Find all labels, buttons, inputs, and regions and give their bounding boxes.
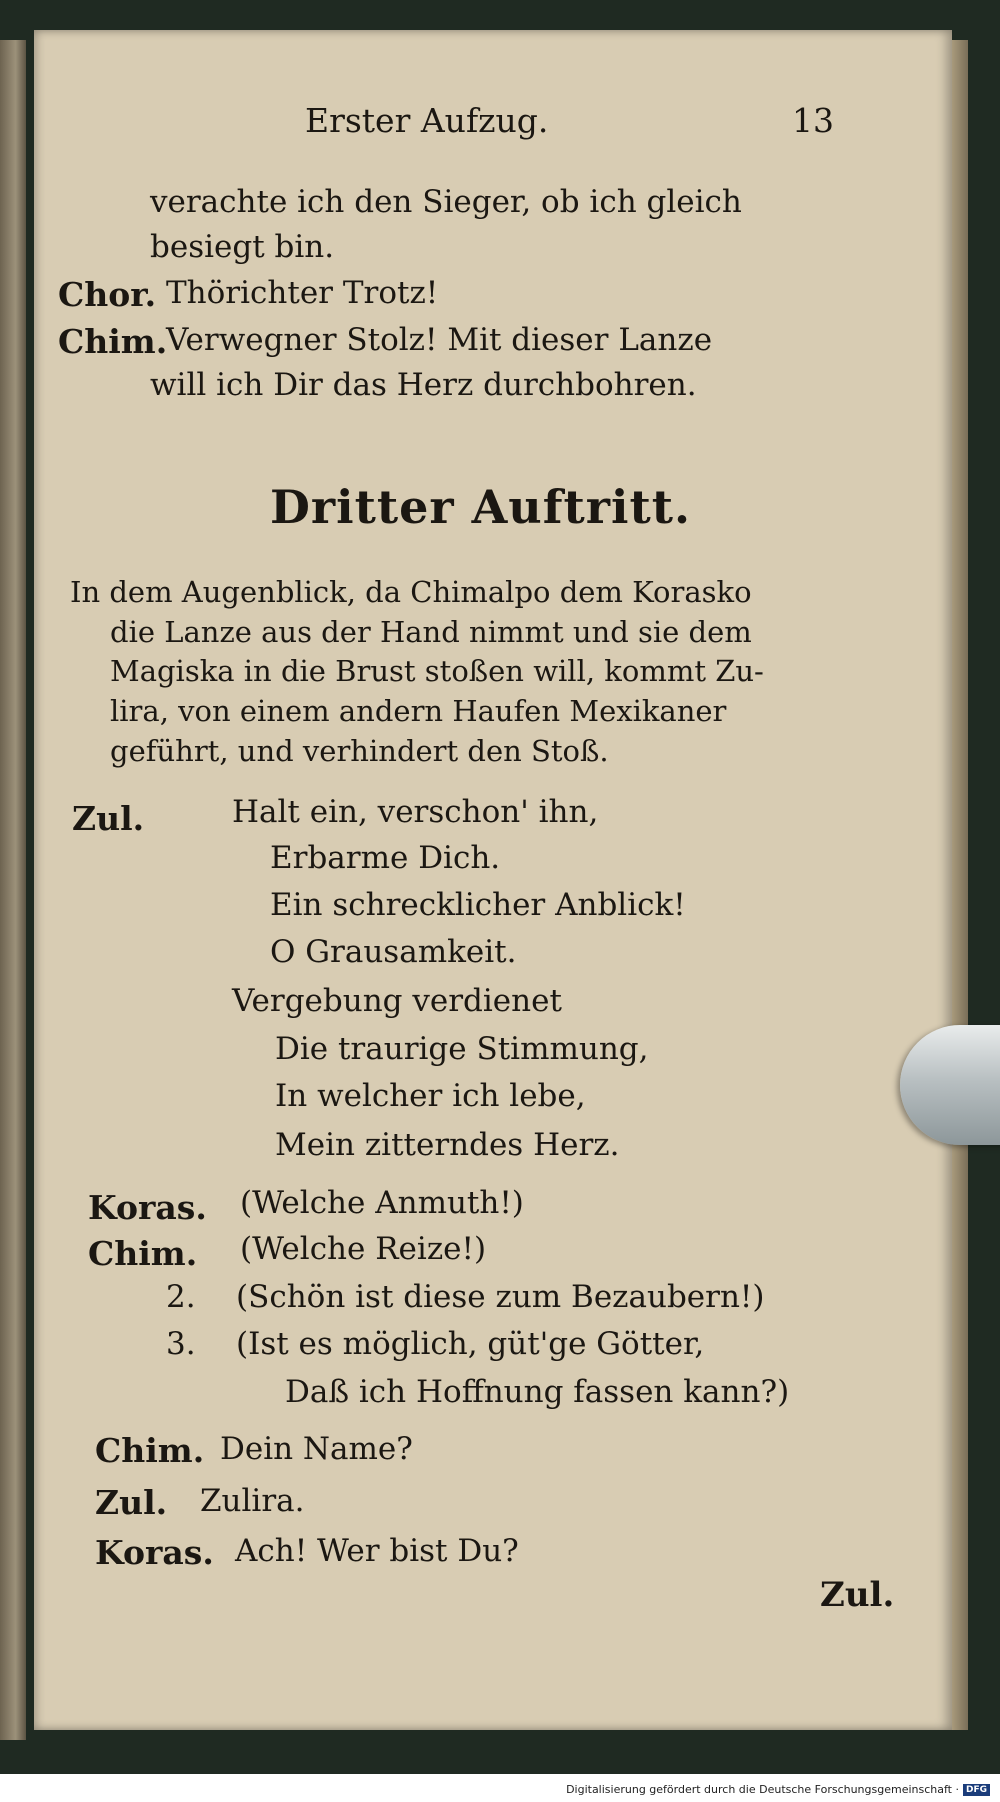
dialogue-line: Zulira. — [200, 1483, 305, 1519]
scene-title: Dritter Auftritt. — [270, 480, 692, 534]
stage-direction-line: Magiska in die Brust stoßen will, kommt Zu- — [110, 654, 764, 688]
credit-text: Digitalisierung gefördert durch die Deutsche Forschungsgemeinschaft · — [566, 1783, 959, 1796]
stage-direction-line: In dem Augenblick, da Chimalpo dem Korasko — [70, 575, 752, 609]
aside-line: Daß ich Hoffnung fassen kann?) — [285, 1374, 790, 1410]
stage-direction-line: die Lanze aus der Hand nimmt und sie dem — [110, 615, 752, 649]
aside-number: 2. — [166, 1279, 196, 1315]
verse-line: O Grausamkeit. — [270, 934, 517, 970]
footer-bar — [0, 1774, 1000, 1802]
verse-line: Erbarme Dich. — [270, 840, 501, 876]
digitization-credit — [566, 1783, 990, 1796]
aside-line: (Ist es möglich, güt'ge Götter, — [236, 1326, 705, 1362]
text-line: will ich Dir das Herz durchbohren. — [150, 367, 697, 403]
verse-line: Mein zitterndes Herz. — [275, 1127, 620, 1163]
aside-line: (Welche Anmuth!) — [240, 1185, 524, 1221]
running-header: Erster Aufzug. — [305, 101, 549, 140]
speaker-name: Zul. — [72, 799, 145, 838]
text-line: Thörichter Trotz! — [166, 275, 439, 311]
dialogue-line: Dein Name? — [220, 1431, 413, 1467]
dialogue-line: Ach! Wer bist Du? — [235, 1533, 519, 1569]
verse-line: Die traurige Stimmung, — [275, 1031, 649, 1067]
verse-line: In welcher ich lebe, — [275, 1078, 586, 1114]
verse-line: Halt ein, verschon' ihn, — [232, 794, 599, 830]
speaker-name: Chor. — [58, 275, 157, 314]
verse-line: Ein schrecklicher Anblick! — [270, 887, 686, 923]
aside-line: (Welche Reize!) — [240, 1231, 487, 1267]
book-page-edge — [952, 40, 968, 1730]
aside-number: 3. — [166, 1326, 196, 1362]
speaker-name: Koras. — [95, 1533, 214, 1572]
speaker-name: Chim. — [88, 1234, 198, 1273]
dfg-logo: DFG — [963, 1784, 990, 1796]
page-number: 13 — [792, 101, 834, 140]
speaker-name: Chim. — [95, 1431, 205, 1470]
catchword: Zul. — [820, 1575, 895, 1615]
text-line: Verwegner Stolz! Mit dieser Lanze — [166, 322, 713, 358]
stage-direction-line: lira, von einem andern Haufen Mexikaner — [110, 694, 727, 728]
aside-line: (Schön ist diese zum Bezaubern!) — [236, 1279, 765, 1315]
stage-direction-line: geführt, und verhindert den Stoß. — [110, 734, 609, 768]
book-left-edge — [0, 40, 26, 1740]
text-line: besiegt bin. — [150, 229, 335, 265]
text-line: verachte ich den Sieger, ob ich gleich — [150, 184, 742, 220]
speaker-name: Chim. — [58, 322, 168, 361]
speaker-name: Zul. — [95, 1483, 168, 1522]
speaker-name: Koras. — [88, 1188, 207, 1227]
verse-line: Vergebung verdienet — [232, 983, 562, 1019]
